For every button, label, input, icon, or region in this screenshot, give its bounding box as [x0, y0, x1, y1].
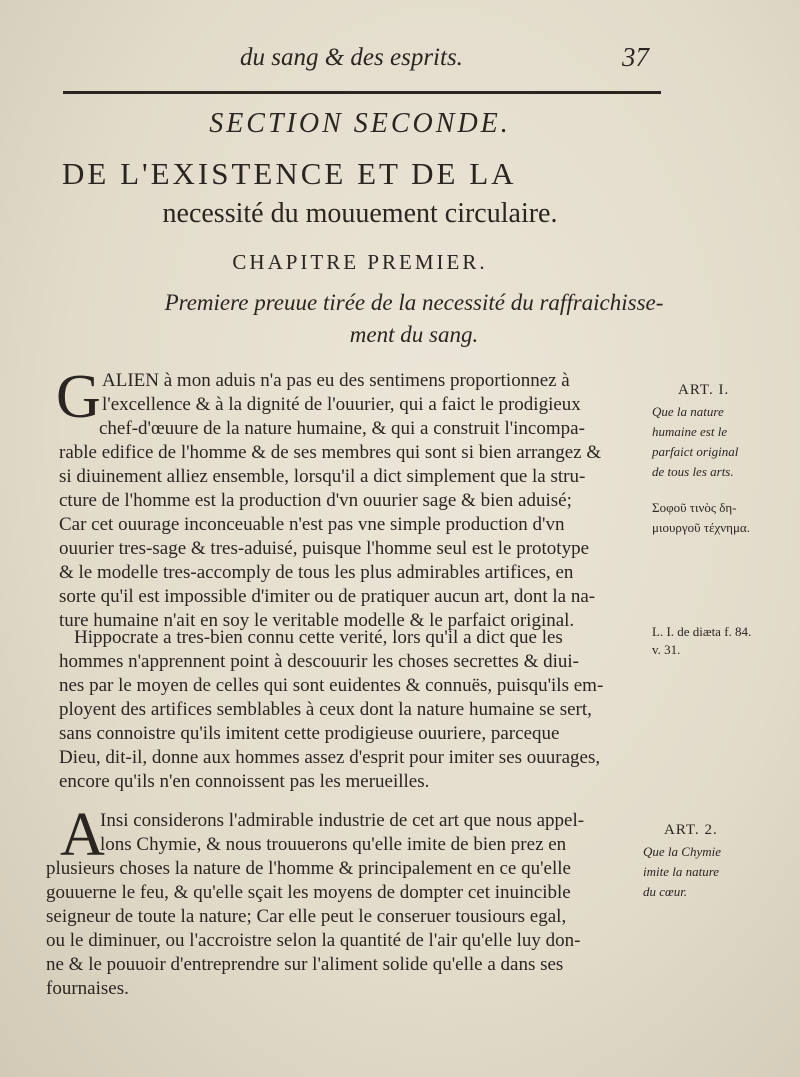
running-head: du sang & des esprits. — [240, 44, 463, 71]
body-line: encore qu'ils n'en connoissent pas les merueilles. — [59, 771, 430, 792]
body-line: ture humaine n'ait en soy le veritable modelle & le parfaict original. — [59, 610, 575, 631]
drop-cap: A — [60, 801, 105, 869]
margin-note-line: humaine est le — [652, 424, 728, 439]
body-line: gouuerne le feu, & qu'elle sçait les moyens de dompter cet inuincible — [46, 882, 571, 903]
body-line: cture de l'homme est la production d'vn ouurier sage & bien aduisé; — [59, 490, 572, 511]
drop-cap: G — [56, 363, 101, 431]
section-title: SECTION SECONDE. — [209, 108, 511, 139]
body-line: ployent des artifices semblables à ceux dont la nature humaine se sert, — [59, 699, 592, 720]
body-line: sans connoistre qu'ils imitent cette prodigieuse ouuriere, parceque — [59, 723, 560, 744]
body-line: rable edifice de l'homme & de ses membres qui sont si bien arrangez & — [59, 442, 602, 463]
body-line: chef-d'œuure de la nature humaine, & qui a construit l'incompa- — [99, 418, 585, 439]
margin-article-label: ART. I. — [678, 382, 730, 398]
chapter-subtitle — [64, 287, 764, 351]
margin-note-line: de tous les arts. — [652, 464, 734, 479]
body-line: Insi considerons l'admirable industrie de cet art que nous appel- — [100, 810, 585, 831]
margin-greek-line: μιουργοῦ τέχνημα. — [652, 520, 750, 535]
body-line: ne & le pouuoir d'entreprendre sur l'aliment solide qu'elle a dans ses — [46, 954, 564, 975]
main-title-line-1: DE L'EXISTENCE ET DE LA — [62, 156, 517, 191]
body-line: Dieu, dit-il, donne aux hommes assez d'esprit pour imiter ses ouurages, — [59, 747, 601, 768]
margin-reference-line: v. 31. — [652, 642, 681, 657]
margin-note-line: parfaict original — [652, 444, 739, 459]
page-number: 37 — [622, 42, 649, 72]
subtitle-line-2: ment du sang. — [349, 322, 479, 347]
body-line: seigneur de toute la nature; Car elle peut le conseruer tousiours egal, — [46, 906, 567, 927]
margin-note-line: Que la nature — [652, 404, 724, 419]
body-line: lons Chymie, & nous trouuerons qu'elle imite de bien prez en — [100, 834, 567, 855]
chapter-title: CHAPITRE PREMIER. — [232, 250, 488, 274]
body-line: fournaises. — [46, 978, 129, 999]
margin-note-line: imite la nature — [643, 864, 720, 879]
body-line: plusieurs choses la nature de l'homme & principalement en ce qu'elle — [46, 858, 571, 879]
margin-note-line: du cœur. — [643, 884, 688, 899]
header-rule — [63, 91, 661, 94]
body-line: si diuinement alliez ensemble, lorsqu'il a dict simplement que la stru- — [59, 466, 586, 487]
margin-note-line: Que la Chymie — [643, 844, 721, 859]
subtitle-line-1: Premiere preuue tirée de la necessité du raffraichisse- — [164, 290, 664, 315]
margin-greek-line: Σοφοῦ τινὸς δη- — [652, 500, 737, 515]
body-line: nes par le moyen de celles qui sont euidentes & connuës, puisqu'ils em- — [59, 675, 604, 696]
body-line: ALIEN à mon aduis n'a pas eu des sentimens proportionnez à — [102, 370, 570, 391]
body-line: & le modelle tres-accomply de tous les plus admirables artifices, en — [59, 562, 574, 583]
page-header — [0, 40, 800, 80]
body-line: ouurier tres-sage & tres-aduisé, puisque l'homme seul est le prototype — [59, 538, 590, 559]
margin-article-label: ART. 2. — [664, 822, 718, 838]
main-title-line-2: necessité du mouuement circulaire. — [162, 198, 558, 229]
margin-reference-line: L. I. de diæta f. 84. — [652, 624, 752, 639]
body-line: Hippocrate a tres-bien connu cette verité, lors qu'il a dict que les — [74, 627, 563, 648]
body-line: hommes n'apprennent point à descouurir les choses secrettes & diui- — [59, 651, 579, 672]
body-line: l'excellence & à la dignité de l'ouurier, qui a faict le prodigieux — [102, 394, 581, 415]
body-line: sorte qu'il est impossible d'imiter ou de pratiquer aucun art, dont la na- — [59, 586, 596, 607]
body-line: Car cet ouurage inconceuable n'est pas vne simple production d'vn — [59, 514, 565, 535]
body-line: ou le diminuer, ou l'accroistre selon la quantité de l'air qu'elle luy don- — [46, 930, 581, 951]
